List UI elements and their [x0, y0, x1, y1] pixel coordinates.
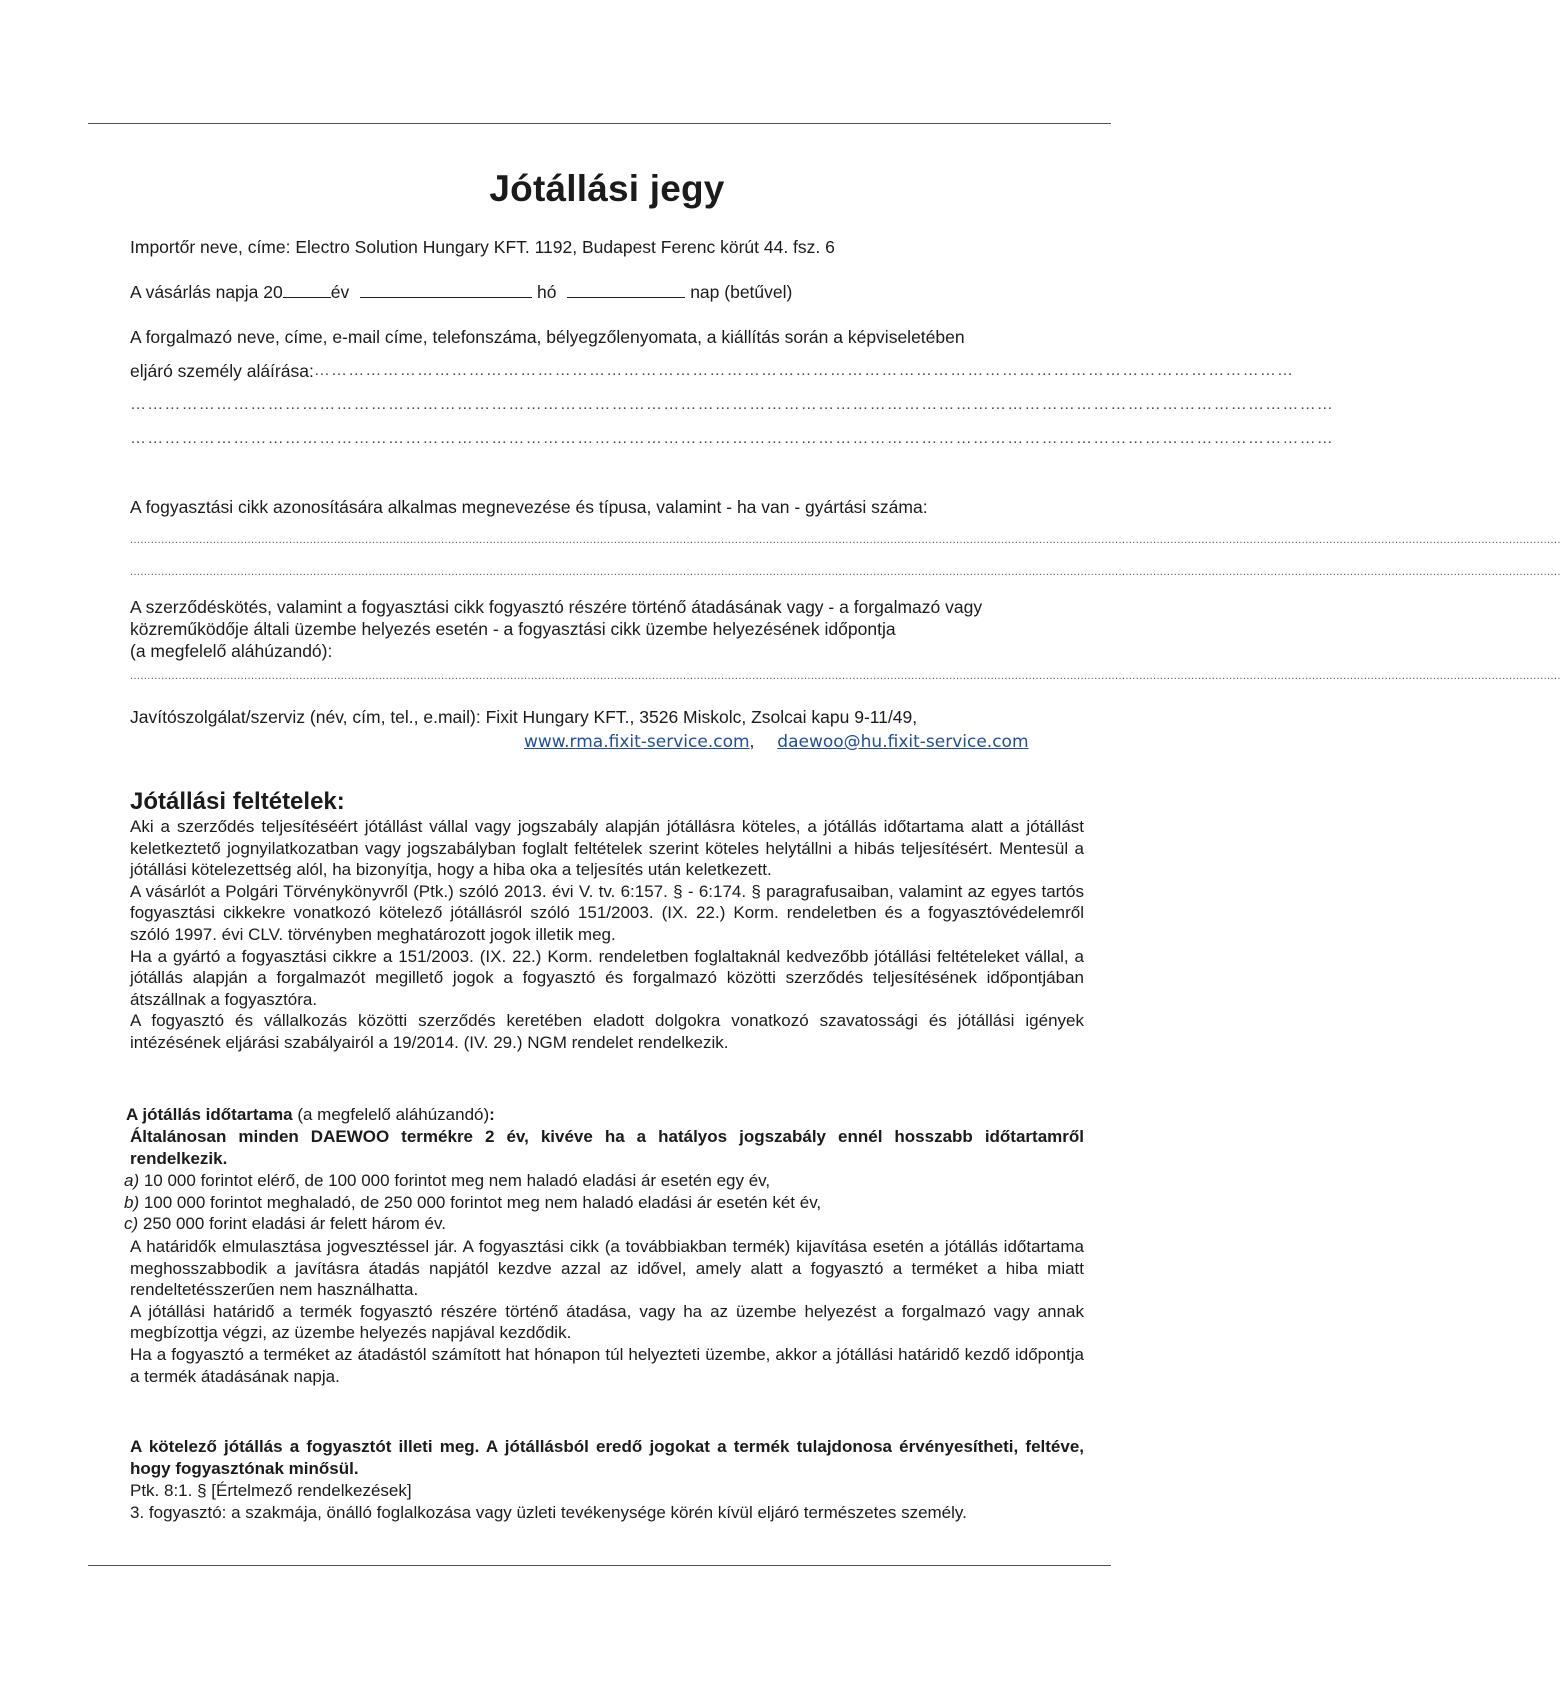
ptk-reference: Ptk. 8:1. § [Értelmező rendelkezések]	[130, 1481, 412, 1500]
service-line: Javítószolgálat/szerviz (név, cím, tel., e.mail): Fixit Hungary KFT., 3526 Miskolc, Zsolcai kapu 9-11/49,	[130, 707, 918, 727]
month-blank[interactable]	[360, 282, 532, 298]
bottom-rule	[88, 1565, 1111, 1566]
contract-date-line-2: közreműködője általi üzembe helyezés esetén - a fogyasztási cikk üzembe helyezésének időpontja	[130, 619, 896, 639]
purchase-date-prefix: A vásárlás napja 20	[130, 282, 283, 302]
service-links	[130, 730, 1084, 753]
mandatory-warranty-note: A kötelező jótállás a fogyasztót illeti meg. A jótállásból eredő jogokat a termék tulajdonosa érvényesítheti, feltéve, hogy fogyasztónak minősül.	[130, 1437, 1084, 1478]
duration-paragraph-1: A határidők elmulasztása jogvesztéssel jár. A fogyasztási cikk (a továbbiakban termék) kijavítása esetén a jótállás időtartama meghosszabbodik a javításra átadás napjától kezdve azzal az idővel, amely alatt a fogyasztó a terméket a hiba miatt rendeltetésszerűen nem használhatta.	[130, 1237, 1084, 1300]
contract-date-line-1: A szerződéskötés, valamint a fogyasztási cikk fogyasztó részére történő átadásának vagy - a forgalmazó vagy	[130, 597, 983, 617]
conditions-body	[130, 816, 1084, 1054]
document-title: Jótállási jegy	[489, 168, 725, 209]
duration-heading-bold: A jótállás időtartama	[126, 1105, 293, 1124]
product-dotted-field-2[interactable]: ..............................................................................................................................................................................................................................................................................................................................................................................................................................	[130, 566, 1561, 578]
month-label: hó	[536, 282, 557, 302]
contract-date-line-3: (a megfelelő aláhúzandó):	[130, 641, 333, 661]
duration-price-list	[124, 1170, 1084, 1235]
duration-heading-colon: :	[489, 1105, 495, 1124]
day-blank[interactable]	[567, 282, 685, 298]
distributor-line-1: A forgalmazó neve, címe, e-mail címe, telefonszáma, bélyegzőlenyomata, a kiállítás során a képviseletében	[130, 327, 965, 347]
duration-item-a: a) 10 000 forintot elérő, de 100 000 forintot meg nem haladó eladási ár esetén egy év,	[124, 1171, 771, 1190]
signature-dotted-field[interactable]: ………………………………………………………………………………………………………………………………………………………	[313, 362, 1295, 379]
duration-paragraph-3: Ha a fogyasztó a terméket az átadástól számított hat hónapon túl helyezteti üzembe, akkor a jótállási határidő kezdő időpontja a termék átadásának napja.	[130, 1344, 1084, 1386]
consumer-definition: 3. fogyasztó: a szakmája, önálló foglalkozása vagy üzleti tevékenysége körén kívül eljáró természetes személy.	[130, 1503, 967, 1522]
distributor-dotted-field-2[interactable]: …………………………………………………………………………………………………………………………………………………………………………………………	[130, 430, 1334, 447]
duration-item-b: b) 100 000 forintot meghaladó, de 250 000 forintot meg nem haladó eladási ár esetén két év,	[124, 1192, 822, 1212]
conditions-paragraph-2: A vásárlót a Polgári Törvénykönyvről (Ptk.) szóló 2013. évi V. tv. 6:157. § - 6:174. § paragrafusaiban, valamint az egyes tartós fogyasztási cikkekre vonatkozó kötelező jótállásról szóló 151/2003. (IX. 22.) Korm. rendeletben és a fogyasztóvédelemről szóló 1997. évi CLV. törvényben meghatározott jogok illetik meg.	[130, 881, 1084, 944]
year-label: év	[330, 282, 350, 302]
conditions-paragraph-1: Aki a szerződés teljesítéséért jótállást vállal vagy jogszabály alapján jótállásra köteles, a jótállás időtartama alatt a jótállást keletkeztető jognyilatkozatban vagy jogszabályban foglalt feltételek szerint köteles helytállni a hibás teljesítésért. Mentesül a jótállási kötelezettség alól, ha bizonyítja, hogy a hiba oka a teljesítés után keletkezett.	[130, 817, 1084, 880]
top-rule	[88, 123, 1111, 124]
day-label: nap (betűvel)	[690, 282, 793, 302]
distributor-dotted-field-1[interactable]: …………………………………………………………………………………………………………………………………………………………………………………………	[130, 396, 1334, 413]
product-id-label: A fogyasztási cikk azonosítására alkalmas megnevezése és típusa, valamint - ha van - gyártási száma:	[130, 497, 928, 517]
importer-line: Importőr neve, címe: Electro Solution Hungary KFT. 1192, Budapest Ferenc körút 44. fsz. 6	[130, 237, 835, 257]
conditions-paragraph-4: A fogyasztó és vállalkozás közötti szerződés keretében eladott dolgokra vonatkozó szavatossági és jótállási igények intézésének eljárási szabályairól a 19/2014. (IV. 29.) NGM rendelet rendelkezik.	[130, 1011, 1084, 1052]
link-separator: ,	[749, 731, 755, 751]
duration-heading	[126, 1104, 1084, 1126]
purchase-date-line	[130, 281, 1084, 303]
duration-paragraph-2: A jótállási határidő a termék fogyasztó részére történő átadása, vagy ha az üzembe helyezést a forgalmazó vagy annak megbízottja végzi, az üzembe helyezés napjával kezdődik.	[130, 1301, 1084, 1343]
service-email-link[interactable]: daewoo@hu.fixit-service.com	[777, 732, 1029, 752]
duration-general-rule: Általánosan minden DAEWOO termékre 2 év, kivéve ha a hatályos jogszabály ennél hosszabb időtartamről rendelkezik.	[130, 1127, 1084, 1168]
duration-body	[130, 1236, 1084, 1387]
contract-dotted-field[interactable]: ..............................................................................................................................................................................................................................................................................................................................................................................................................................	[130, 670, 1561, 682]
product-dotted-field-1[interactable]: ..............................................................................................................................................................................................................................................................................................................................................................................................................................	[130, 534, 1561, 546]
distributor-line-2	[130, 360, 1295, 382]
conditions-heading: Jótállási feltételek:	[130, 788, 345, 815]
duration-item-c: c) 250 000 forint eladási ár felett három év.	[124, 1214, 446, 1234]
duration-heading-rest: (a megfelelő aláhúzandó)	[292, 1105, 490, 1124]
year-blank[interactable]	[283, 282, 331, 298]
signature-label: eljáró személy aláírása:	[130, 361, 314, 381]
service-website-link[interactable]: www.rma.fixit-service.com	[524, 732, 750, 752]
conditions-paragraph-3: Ha a gyártó a fogyasztási cikkre a 151/2003. (IX. 22.) Korm. rendeletben foglaltaknál kedvezőbb jótállási feltételeket vállal, a jótállás alapján a forgalmazót megillető jogok a fogyasztó és forgalmazó közötti szerződés teljesítésének időpontjában átszállnak a fogyasztóra.	[130, 946, 1084, 1009]
